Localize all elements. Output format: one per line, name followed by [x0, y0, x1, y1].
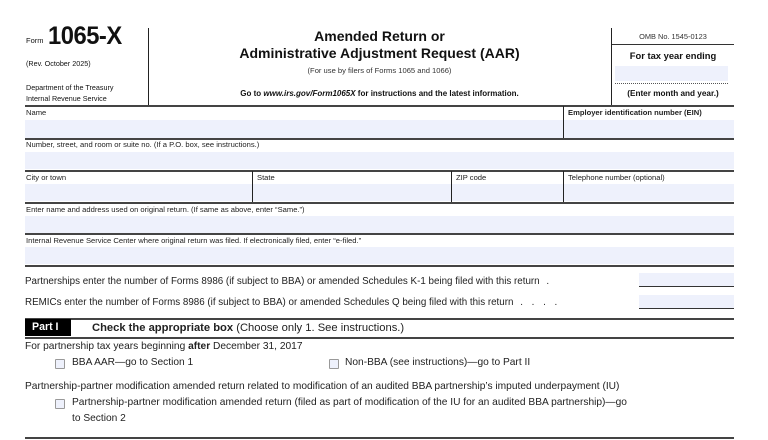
- tax-year-hint: (Enter month and year.): [627, 89, 719, 98]
- street-input[interactable]: [25, 152, 734, 169]
- zip-input[interactable]: [452, 184, 563, 201]
- remics-count-input[interactable]: [639, 295, 734, 309]
- part1-badge: Part I: [25, 319, 71, 336]
- title-line-1: Amended Return or: [314, 28, 445, 44]
- partnerships-count-input[interactable]: [639, 273, 734, 287]
- group1-heading: For partnership tax years beginning after December 31, 2017: [25, 341, 303, 352]
- group2-heading: Partnership-partner modification amended return related to modification of an audited BBA partnership’s imputed underpayment (IU): [25, 381, 620, 392]
- department: Department of the Treasury: [26, 83, 114, 92]
- irs-center-label: Internal Revenue Service Center where original return was filed. If electronically filed, enter “e-filed.”: [26, 236, 362, 245]
- omb-number: OMB No. 1545-0123: [639, 32, 707, 41]
- goto-prefix: Go to: [240, 89, 264, 98]
- state-label: State: [257, 173, 275, 182]
- title-line-2: Administrative Adjustment Request (AAR): [239, 45, 520, 61]
- ein-input[interactable]: [564, 120, 734, 138]
- non-bba-checkbox[interactable]: [329, 359, 339, 369]
- partnership-partner-label-line2: to Section 2: [72, 413, 126, 424]
- name-input[interactable]: [25, 120, 563, 138]
- form-subtitle: (For use by filers of Forms 1065 and 1066): [307, 66, 452, 75]
- bba-aar-label: BBA AAR—go to Section 1: [72, 357, 194, 368]
- form-number: 1065-X: [48, 22, 122, 50]
- city-label: City or town: [26, 173, 67, 182]
- street-label: Number, street, and room or suite no. (If a P.O. box, see instructions.): [26, 140, 260, 149]
- irs-center-input[interactable]: [25, 247, 734, 264]
- non-bba-label: Non-BBA (see instructions)—go to Part II: [345, 357, 531, 368]
- phone-label: Telephone number (optional): [568, 173, 665, 182]
- partnership-partner-checkbox[interactable]: [55, 399, 65, 409]
- phone-input[interactable]: [564, 184, 734, 201]
- form-prefix: Form: [26, 36, 44, 45]
- partnership-partner-label: Partnership-partner modification amended return (filed as part of modification of the IU for an audited BBA partnership)—go: [72, 397, 627, 408]
- name-label: Name: [26, 108, 47, 117]
- bba-aar-checkbox[interactable]: [55, 359, 65, 369]
- goto-suffix: for instructions and the latest information.: [355, 89, 519, 98]
- ein-label: Employer identification number (EIN): [568, 108, 702, 117]
- header-divider-left: [148, 28, 149, 105]
- form-title: [150, 28, 609, 62]
- irs-link[interactable]: www.irs.gov/Form1065X: [263, 89, 356, 98]
- tax-year-label: For tax year ending: [629, 50, 717, 61]
- tax-year-dotted-line: [615, 83, 728, 84]
- city-input[interactable]: [25, 184, 252, 201]
- header-bottom-rule: [25, 105, 734, 107]
- revision-date: (Rev. October 2025): [26, 59, 91, 68]
- partnerships-count-label: Partnerships enter the number of Forms 8986 (if subject to BBA) or amended Schedules K-1 being filed with this return .: [25, 276, 550, 287]
- tax-year-input[interactable]: [615, 66, 728, 81]
- zip-label: ZIP code: [456, 173, 487, 182]
- instructions-line: [150, 89, 609, 98]
- original-name-address-label: Enter name and address used on original return. (If same as above, enter “Same.”): [26, 205, 305, 214]
- part1-title: Check the appropriate box (Choose only 1. See instructions.): [92, 322, 405, 334]
- state-input[interactable]: [253, 184, 451, 201]
- original-name-address-input[interactable]: [25, 216, 734, 233]
- remics-count-label: REMICs enter the number of Forms 8986 (if subject to BBA) or amended Schedules Q being filed with this return . . . .: [25, 297, 561, 308]
- agency: Internal Revenue Service: [26, 94, 107, 103]
